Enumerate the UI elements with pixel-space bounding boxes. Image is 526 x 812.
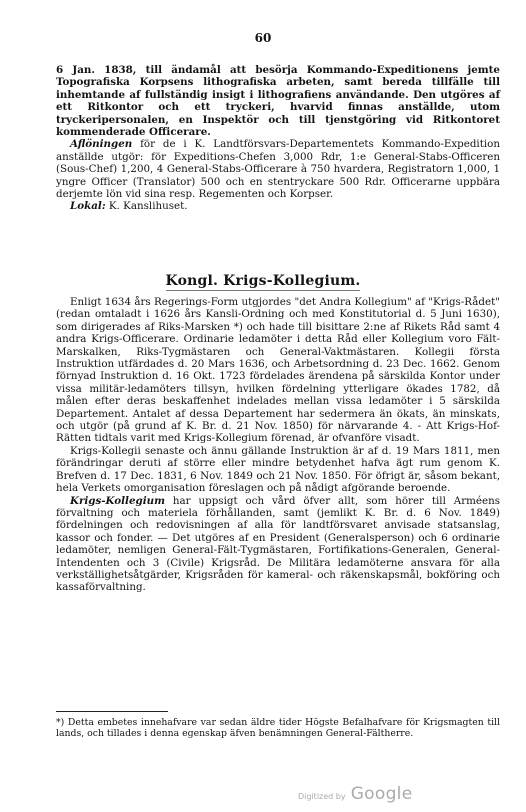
digitized-watermark bbox=[298, 784, 412, 804]
section-heading-text: Kongl. Krigs-Kollegium. bbox=[165, 273, 361, 289]
main-text-block bbox=[56, 296, 500, 594]
intro-paragraph-2 bbox=[56, 138, 500, 200]
aflonningen-text: för de i K. Landtförsvars-Departementets Kommando-Expedition anställde utgör: för Expeditions-Chefen 3,000 Rdr, 1:e General-Stabs-Officeren (Sous-Chef) 1,200, 4 General-Stabs-Officerare à 750 hvardera, Registratorn 1,000, 1 yngre Officer (Translator) 500 och en stentryckare 500 Rdr. Officerarne uppbära derjemte lön vid sina resp. Regementen och Korpser. bbox=[56, 138, 500, 201]
lokal-line bbox=[56, 200, 500, 212]
lokal-label: Lokal: bbox=[70, 200, 106, 213]
krigs-kollegium-text: har uppsigt och vård öfver allt, som hörer till Arméens förvaltning och materiela förhållanden, samt (jemlikt K. Br. d. 6 Nov. 1849) fördelningen och redovisningen af alla för landtförsvaret anvisade statsanslag, kassor och fonder. — Det utgöres af en President (Generalsperson) och 6 ordinarie ledamöter, nemligen General-Fält-Tygmästaren, Fortifikations-Generalen, General-Intendenten och 3 (Civile) Krigsråd. De Militära ledamöterne ansvara för alla verkställighetsåtgärder, Krigsråden för kameral- och räkenskapsmål, bokföring och kassaförvaltning. bbox=[56, 494, 500, 594]
watermark-prefix: Digitized by bbox=[298, 792, 346, 801]
aflonningen-lead: Aflöningen bbox=[70, 138, 133, 151]
krigs-kollegium-lead: Krigs-Kollegium bbox=[70, 494, 166, 507]
main-paragraph-1: Enligt 1634 års Regerings-Form utgjordes "det Andra Kollegium" af "Krigs-Rådet" (redan omtaladt i 1626 års Kansli-Ordning och med Konstitutorial d. 5 Juni 1630), som dirigerades af Riks-Marsken *) och hade till bisittare 2:ne af Rikets Råd samt 4 andra Krigs-Officerare. Ordinarie ledamöter i detta Råd eller Kollegium voro Fält-Marskalken, Riks-Tygmästaren och General-Vaktmästaren. Kollegii första Instruktion utfärdades d. 20 Mars 1636, och Arbetsordning d. 23 Dec. 1662. Genom förnyad Instruktion d. 16 Okt. 1723 fördelades ärendena på särskilda Kontor under vissa militär-ledamöters tillsyn, hvilken fördelning ytterligare ökades 1782, då målen efter deras beskaffenhet indelades mellan vissa ledamöter i 5 särskilda Departement. Antalet af dessa Departement har sedermera än ökats, än minskats, och utgör (på grund af K. Br. d. 21 Nov. 1850) för närvarande 4. - Att Krigs-Hof-Rätten tidtals varit med Krigs-Kollegium förenad, är ofvanföre visadt. bbox=[56, 296, 500, 445]
lokal-value: K. Kanslihuset. bbox=[105, 200, 188, 213]
page-number: 60 bbox=[254, 31, 272, 45]
google-logo-text: Google bbox=[350, 784, 413, 804]
footnote-divider bbox=[56, 711, 168, 712]
intro-paragraph-1: 6 Jan. 1838, till ändamål att besörja Kommando-Expeditionens jemte Topografiska Korpsens lithografiska arbeten, samt bereda tillfälle till inhemtande af fullständig insigt i lithografiens användande. Den utgöres af ett Ritkontor och ett tryckeri, hvarvid finnas anställde, utom tryckeripersonalen, en Inspektör och till tjenstgöring vid Ritkontoret kommenderade Officerare. bbox=[56, 64, 500, 139]
main-paragraph-3 bbox=[56, 495, 500, 594]
main-paragraph-2: Krigs-Kollegii senaste och ännu gällande Instruktion är af d. 19 Mars 1811, men förändringar deruti af större eller mindre betydenhet hafva ägt rum genom K. Brefven d. 17 Dec. 1831, 6 Nov. 1849 och 21 Nov. 1850. För öfrigt är, såsom bekant, hela Verkets omorganisation föreslagen och på nådigt afgörande beroende. bbox=[56, 444, 500, 495]
footnote: *) Detta embetes innehafvare var sedan äldre tider Högste Befalhafvare för Krigsmagten till lands, och tillades i denna egenskap äfven benämningen General-Fältherre. bbox=[56, 717, 500, 740]
intro-text-block bbox=[56, 64, 500, 213]
section-heading bbox=[0, 273, 526, 289]
